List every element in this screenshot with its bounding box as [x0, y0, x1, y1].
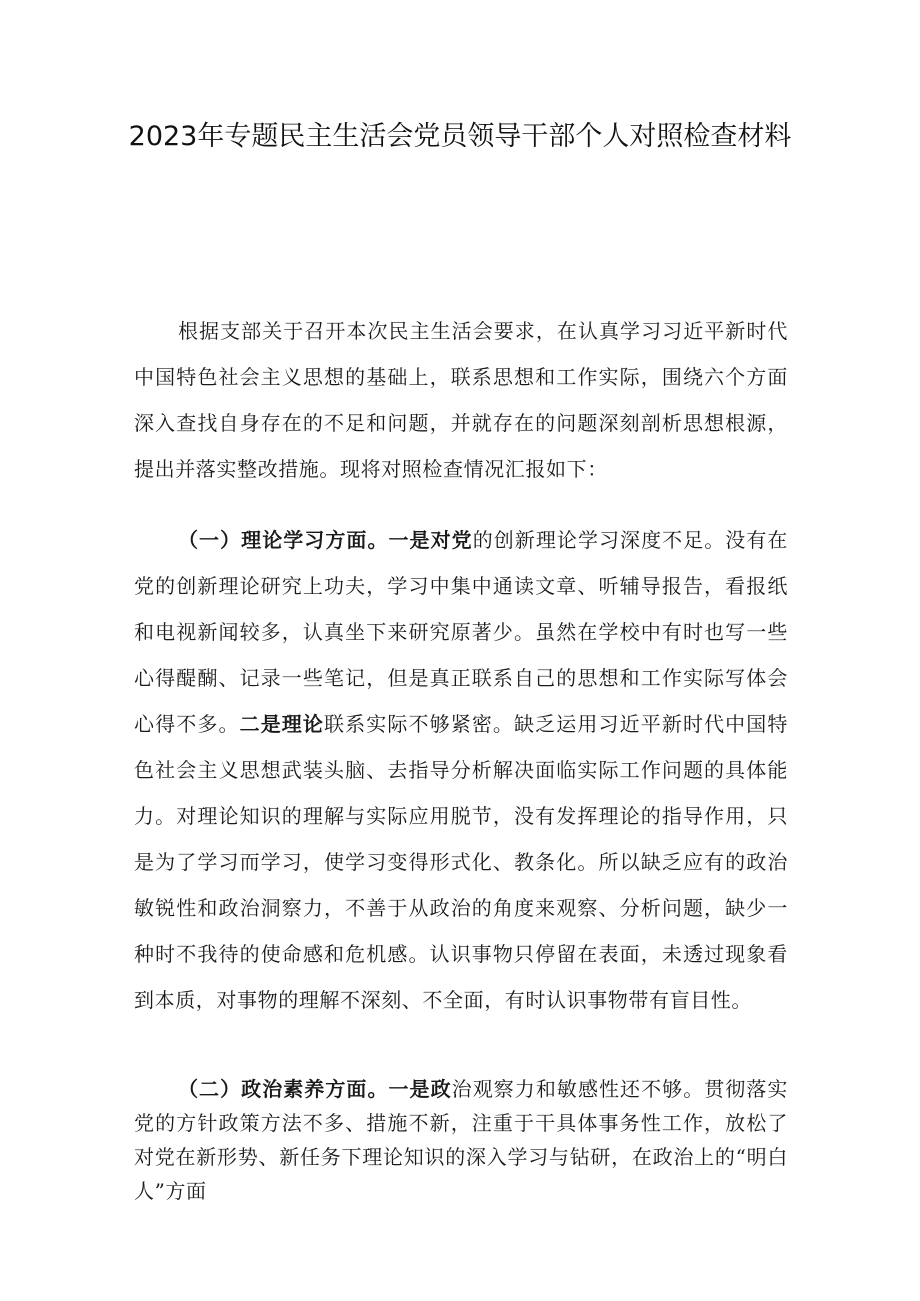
point-lead: 一是对党 — [388, 528, 473, 552]
section-theory-study — [134, 517, 788, 1023]
section-heading: （二）政治素养方面。 — [178, 1077, 389, 1101]
section-heading: （一）理论学习方面。 — [178, 528, 389, 552]
section-political-quality — [134, 1072, 788, 1208]
point-lead: 二是理论 — [239, 712, 325, 736]
point-text: 联系实际不够紧密。缺乏运用习近平新时代中国特色社会主义思想武装头脑、去指导分析解决面临实际工作问题的具体能力。对理论知识的理解与实际应用脱节，没有发挥理论的指导作用，只是为了学习而学习，使学习变得形式化、教条化。所以缺乏应有的政治敏锐性和政治洞察力，不善于从政治的角度来观察、分析问题，缺少一种时不我待的使命感和危机感。认识事物只停留在表面，未透过现象看到本质，对事物的理解不深刻、不全面，有时认识事物带有盲目性。 — [134, 712, 789, 1012]
point-text: 的创新理论学习深度不足。没有在党的创新理论研究上功夫，学习中集中通读文章、听辅导报告，看报纸和电视新闻较多，认真坐下来研究原著少。虽然在学校中有时也写一些心得醍醐、记录一些笔记，但是真正联系自己的思想和工作实际写体会心得不多。 — [134, 528, 788, 736]
point-text: 治观察力和敏感性还不够。贯彻落实党的方针政策方法不多、措施不新，注重于干具体事务性工作，放松了对党在新形势、新任务下理论知识的深入学习与钻研，在政治上的“明白人”方面 — [134, 1077, 788, 1203]
intro-text: 根据支部关于召开本次民主生活会要求，在认真学习习近平新时代中国特色社会主义思想的基础上，联系思想和工作实际，围绕六个方面深入查找自身存在的不足和问题，并就存在的问题深刻剖析思想根源，提出并落实整改措施。现将对照检查情况汇报如下： — [134, 319, 788, 481]
intro-paragraph — [134, 308, 788, 492]
point-lead: 一是政 — [388, 1077, 452, 1101]
document-title: 2023年专题民主生活会党员领导干部个人对照检查材料 — [128, 121, 792, 152]
